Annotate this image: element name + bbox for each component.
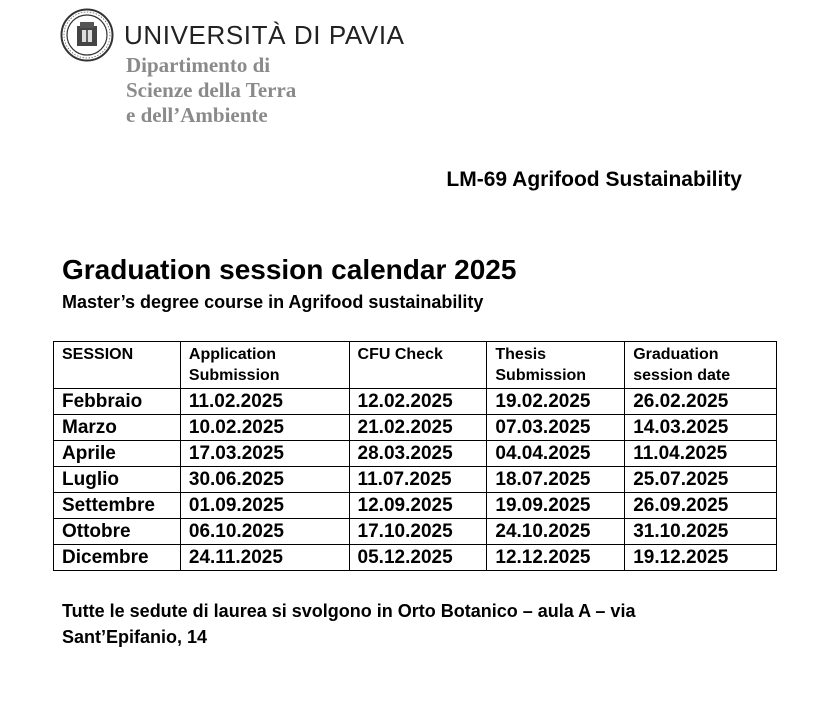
location-note-line: Tutte le sedute di laurea si svolgono in Orto Botanico – aula A – via [62,601,636,621]
graduation-date-cell: 25.07.2025 [625,467,777,493]
thesis-date-cell: 18.07.2025 [487,467,625,493]
location-note-line: Sant’Epifanio, 14 [62,627,208,647]
thesis-date-cell: 04.04.2025 [487,441,625,467]
session-name-cell: Febbraio [54,389,181,415]
column-header-thesis [487,342,625,389]
column-header-cfu-check [349,342,487,389]
table-row [54,493,777,519]
application-date-cell: 24.11.2025 [180,545,349,571]
application-date-cell: 10.02.2025 [180,415,349,441]
cfu-check-date-cell: 11.07.2025 [349,467,487,493]
graduation-date-cell: 19.12.2025 [625,545,777,571]
session-name-cell: Dicembre [54,545,181,571]
header-text: Graduation [633,346,719,363]
graduation-date-cell: 26.02.2025 [625,389,777,415]
table-row [54,545,777,571]
cfu-check-date-cell: 12.09.2025 [349,493,487,519]
department-line: Scienze della Terra [126,78,297,102]
department-line: e dell’Ambiente [126,103,268,127]
table-row [54,389,777,415]
thesis-date-cell: 07.03.2025 [487,415,625,441]
cfu-check-date-cell: 05.12.2025 [349,545,487,571]
department-line: Dipartimento di [126,53,271,77]
header-text: Thesis [495,346,547,363]
session-name-cell: Aprile [54,441,181,467]
department-name [126,53,296,128]
thesis-date-cell: 24.10.2025 [487,519,625,545]
table-row [54,467,777,493]
header-text: CFU Check [357,346,443,363]
location-note [62,598,742,650]
session-name-cell: Marzo [54,415,181,441]
cfu-check-date-cell: 17.10.2025 [349,519,487,545]
university-name: UNIVERSITÀ DI PAVIA [124,20,405,50]
application-date-cell: 30.06.2025 [180,467,349,493]
graduation-date-cell: 11.04.2025 [625,441,777,467]
thesis-date-cell: 19.02.2025 [487,389,625,415]
column-header-graduation [625,342,777,389]
university-seal-icon [60,8,114,62]
application-date-cell: 06.10.2025 [180,519,349,545]
header-text: SESSION [62,346,134,363]
header-text: session date [633,367,731,384]
header-text: Application [188,346,276,363]
graduation-date-cell: 14.03.2025 [625,415,777,441]
column-header-application [180,342,349,389]
course-title: LM-69 Agrifood Sustainability [446,168,742,191]
graduation-date-cell: 31.10.2025 [625,519,777,545]
page-subtitle: Master’s degree course in Agrifood sustainability [62,292,484,312]
application-date-cell: 17.03.2025 [180,441,349,467]
column-header-session [54,342,181,389]
cfu-check-date-cell: 21.02.2025 [349,415,487,441]
thesis-date-cell: 12.12.2025 [487,545,625,571]
graduation-date-cell: 26.09.2025 [625,493,777,519]
thesis-date-cell: 19.09.2025 [487,493,625,519]
application-date-cell: 11.02.2025 [180,389,349,415]
table-row [54,519,777,545]
cfu-check-date-cell: 28.03.2025 [349,441,487,467]
session-name-cell: Luglio [54,467,181,493]
calendar-table [53,341,777,571]
header-text: Submission [495,367,587,384]
session-name-cell: Ottobre [54,519,181,545]
cfu-check-date-cell: 12.02.2025 [349,389,487,415]
table-header-row [54,342,777,389]
table-row [54,415,777,441]
page-title: Graduation session calendar 2025 [62,254,517,285]
table-row [54,441,777,467]
session-name-cell: Settembre [54,493,181,519]
application-date-cell: 01.09.2025 [180,493,349,519]
header-text: Submission [188,367,280,384]
